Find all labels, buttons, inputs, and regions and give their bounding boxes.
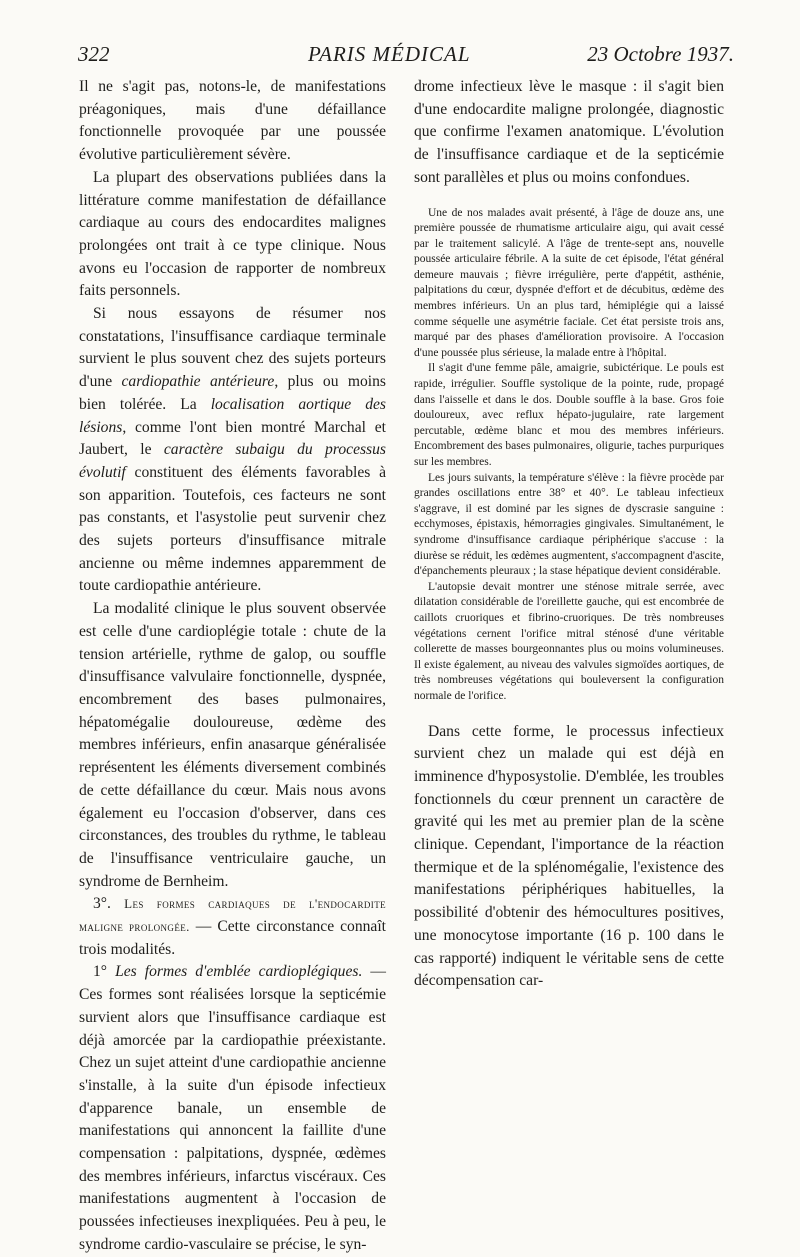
paragraph: Si nous essayons de résumer nos constatations, l'insuffisance cardiaque terminale survient le plus souvent chez des sujets porteurs d'une cardiopathie antérieure, plus ou moins bien tolérée. La localisation aortique des lésions, comme l'ont bien montré Marchal et Jaubert, le caractère subaigu du processus évolutif constituent des éléments favorables à son apparition. Toutefois, ces facteurs ne sont pas constants, et l'asystolie peut survenir chez des sujets porteurs d'insuffisance mitrale ancienne ou même indemnes apparemment de toute cardiopathie antérieure. bbox=[79, 305, 386, 595]
journal-title: PARIS MÉDICAL bbox=[308, 42, 471, 66]
case-observation bbox=[414, 206, 724, 705]
issue-date: 23 Octobre 1937. bbox=[587, 42, 734, 66]
left-column bbox=[79, 76, 386, 1257]
observation-paragraph: Une de nos malades avait présenté, à l'âge de douze ans, une première poussée de rhumatisme articulaire aigu, qui avait cessé par le traitement salicylé. A l'âge de trente-sept ans, nouvelle poussée articulaire fébrile. A la suite de cet épisode, l'état général demeure mauvais ; fièvre irrégulière, perte d'appétit, asthénie, palpitations du cœur, dyspnée d'effort et de décubitus, œdème des membres inférieurs. Un an plus tard, hémiplégie qui a laissé comme séquelle une asymétrie faciale. Cet état persiste trois ans, marqué par des phases d'amélioration provisoire. A l'occasion d'une poussée plus sérieuse, la malade entre à l'hôpital. bbox=[414, 206, 724, 359]
observation-paragraph: Il s'agit d'une femme pâle, amaigrie, subictérique. Le pouls est rapide, irrégulier. Souffle systolique de la pointe, rude, propagé dans l'aisselle et dans le dos. Double souffle à la base. Gros foie douloureux, avec reflux hépato-jugulaire, rate largement percutable, œdème blanc et mou des membres inférieurs. Encombrement des bases pulmonaires, oligurie, taches purpuriques sur les membres. bbox=[414, 362, 724, 469]
paragraph: La modalité clinique le plus souvent observée est celle d'une cardioplégie totale : chute de la tension artérielle, rythme de galop, ou souffle d'insuffisance valvulaire fonctionnelle, dyspnée, encombrement des bases pulmonaires, hépatomégalie douloureuse, œdème des membres inférieurs, enfin anasarque généralisée représentent les éléments diversement combinés de cette défaillance du cœur. Mais nous avons également eu l'occasion d'observer, dans ces circonstances, des troubles du rythme, le tableau de l'insuffisance ventriculaire gauche, un syndrome de Bernheim. bbox=[79, 600, 386, 890]
right-column bbox=[414, 76, 724, 993]
page-number: 322 bbox=[78, 42, 110, 66]
paragraph: La plupart des observations publiées dans la littérature comme manifestation de défaillance cardiaque au cours des endocardites malignes prolongées ont trait à ce type clinique. Nous avons eu l'occasion de rapporter de nombreux faits personnels. bbox=[79, 168, 386, 300]
section-heading: 3°. Les formes cardiaques de l'endocardite maligne prolongée. — Cette circonstance connaît trois modalités. bbox=[79, 895, 386, 958]
observation-paragraph: L'autopsie devait montrer une sténose mitrale serrée, avec dilatation considérable de l'oreillette gauche, qui est encombrée de caillots cruoriques et fibrino-cruoriques. De très nombreuses végétations cernent l'orifice mitral sténosé d'une véritable collerette de masses bourgeonnantes plus ou moins volumineuses. Il existe également, au niveau des valvules sigmoïdes aortiques, de très nombreuses végétations qui bouleversent la configuration normale de l'orifice. bbox=[414, 580, 724, 702]
paragraph: Il ne s'agit pas, notons-le, de manifestations préagoniques, mais d'une défaillance fonctionnelle provoquée par une poussée évolutive particulièrement sévère. bbox=[79, 78, 386, 164]
page-header bbox=[78, 42, 734, 72]
observation-paragraph: Les jours suivants, la température s'élève : la fièvre procède par grandes oscillations entre 38° et 40°. Le tableau infectieux s'aggrave, il est dominé par les signes de dyscrasie sanguine : ecchymoses, épistaxis, hémorragies gingivales. Simultanément, le syndrome d'insuffisance cardiaque périphérique s'accuse : la diurèse se réduit, les œdèmes augmentent, s'accompagnent d'ascite, d'épanchements pleuraux ; la stase hépatique devient considérable. bbox=[414, 471, 724, 578]
subsection-heading: 1° Les formes d'emblée cardioplégiques. — Ces formes sont réalisées lorsque la septicémie survient alors que l'insuffisance cardiaque est déjà amorcée par la cardiopathie préexistante. Chez un sujet atteint d'une cardiopathie ancienne s'installe, à la suite d'un épisode infectieux d'apparence banale, un ensemble de manifestations qui annoncent la faillite d'une compensation : palpitations, dyspnée, œdèmes des membres inférieurs, infarctus viscéraux. Ces manifestations augmentent à l'occasion de poussées infectieuses inexpliquées. Peu à peu, le syndrome cardio-vasculaire se précise, le syn- bbox=[79, 963, 387, 1253]
paragraph: drome infectieux lève le masque : il s'agit bien d'une endocardite maligne prolongée, diagnostic que confirme l'examen anatomique. L'évolution de l'insuffisance cardiaque et de la septicémie sont parallèles et plus ou moins confondues. bbox=[414, 78, 724, 186]
paragraph: Dans cette forme, le processus infectieux survient chez un malade qui est déjà en imminence d'hyposystolie. D'emblée, les troubles fonctionnels du cœur prennent un caractère de gravité qui les met au premier plan de la scène clinique. Cependant, l'importance de la réaction thermique et de la splénomégalie, l'existence des manifestations périphériques habituelles, la possibilité d'obtenir des hémocultures positives, une monocytose importante (16 p. 100 dans le cas rapporté) indiquent le véritable sens de cette décompensation car- bbox=[414, 722, 724, 990]
